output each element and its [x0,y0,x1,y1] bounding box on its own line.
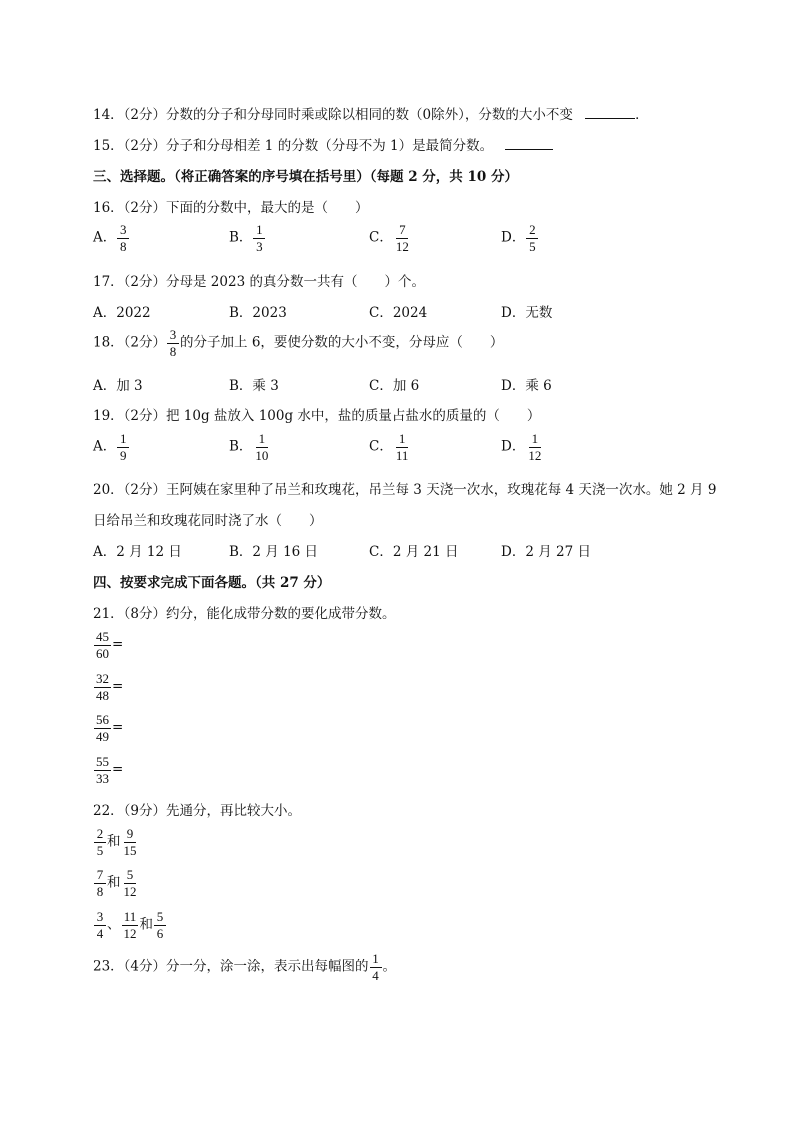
option-label: D． [501,438,526,455]
q16-option-b[interactable] [229,223,266,253]
question-17-text: 17．（2分）分母是 2023 的真分数一共有（ ）个。 [93,274,425,290]
section-4-title: 四、按要求完成下面各题。（共 27 分） [93,575,331,591]
question-18-prefix: 18．（2分） [93,334,167,351]
answer-blank-14[interactable] [585,118,635,119]
question-19-text: 19．（2分）把 10g 盐放入 100g 水中，盐的质量占盐水的质量的（ ） [93,408,541,424]
equals-sign: = [112,678,124,695]
comma: 、 [107,916,121,933]
q22-triple[interactable] [93,910,167,940]
q19-option-b[interactable] [229,432,271,462]
q21-item-1[interactable] [93,630,123,660]
question-18-suffix: 的分子加上 6，要使分数的大小不变，分母应（ ） [180,334,504,351]
fraction: $\frac{3}{4}$ [94,910,106,940]
fraction: $\frac{7}{8}$ [94,868,106,898]
q20-option-c[interactable]: C．2 月 21 日 [369,544,459,560]
and-word: 和 [107,833,121,850]
option-label: A． [93,229,117,246]
fraction: $\frac{2}{5}$ [94,827,106,857]
question-14-text: 14．（2分）分数的分子和分母同时乘或除以相同的数（0除外），分数的大小不变 [93,107,573,123]
option-label: B． [229,438,253,455]
q20-option-d[interactable]: D．2 月 27 日 [501,544,591,560]
fraction: $\frac{7}{12}$ [395,222,409,254]
fraction: $\frac{3}{8}$ [167,328,179,358]
q20-option-a[interactable]: A．2 月 12 日 [93,544,182,560]
option-label: A． [93,438,117,455]
equals-sign: = [112,636,124,653]
q21-item-2[interactable] [93,672,123,702]
q18-option-d[interactable]: D．乘 6 [501,378,552,394]
equals-sign: = [112,761,124,778]
fraction: $\frac{1}{4}$ [370,952,382,982]
question-23 [93,952,396,982]
question-23-suffix: 。 [382,958,397,975]
q17-option-a[interactable]: A．2022 [93,305,151,321]
option-label: C． [369,229,393,246]
q21-item-4[interactable] [93,755,123,785]
q18-option-b[interactable]: B．乘 3 [229,378,279,394]
q17-option-b[interactable]: B．2023 [229,305,287,321]
q17-option-c[interactable]: C．2024 [369,305,428,321]
option-label: B． [229,229,253,246]
fraction: $\frac{1}{11}$ [395,431,409,463]
fraction: $\frac{3}{8}$ [117,223,129,253]
q16-option-c[interactable] [369,223,412,253]
fraction: $\frac{5}{6}$ [154,910,166,940]
fraction: $\frac{45}{60}$ [96,629,109,661]
and-word: 和 [107,874,121,891]
fraction: $\frac{56}{49}$ [96,712,109,744]
fraction: $\frac{1}{12}$ [528,431,542,463]
question-21-text: 21．（8分）约分，能化成带分数的要化成带分数。 [93,606,396,622]
question-18 [93,328,503,358]
fraction: $\frac{5}{12}$ [123,867,137,899]
q16-option-a[interactable] [93,223,130,253]
question-15 [93,134,553,154]
q16-option-d[interactable] [501,223,539,253]
option-label: D． [501,229,526,246]
q18-option-c[interactable]: C．加 6 [369,378,420,394]
question-15-text: 15．（2分）分子和分母相差 1 的分数（分母不为 1）是最简分数。 [93,138,494,154]
question-14-tail: ． [635,107,649,123]
question-20-line2: 日给吊兰和玫瑰花同时浇了水（ ） [93,513,323,529]
fraction: $\frac{1}{3}$ [253,223,265,253]
fraction: $\frac{2}{5}$ [526,223,538,253]
fraction: $\frac{9}{15}$ [123,826,137,858]
fraction: $\frac{1}{10}$ [255,431,269,463]
option-label: C． [369,438,393,455]
question-16-text: 16．（2分）下面的分数中，最大的是（ ） [93,200,369,216]
fraction: $\frac{11}{12}$ [123,909,137,941]
answer-blank-15[interactable] [505,149,553,150]
fraction: $\frac{1}{9}$ [117,432,129,462]
section-3-title: 三、选择题。（将正确答案的序号填在括号里）（每题 2 分，共 10 分） [93,169,518,185]
fraction: $\frac{55}{33}$ [96,754,109,786]
and-word: 和 [139,916,153,933]
question-14 [93,103,649,123]
q18-option-a[interactable]: A．加 3 [93,378,143,394]
q19-option-d[interactable] [501,432,544,462]
q17-option-d[interactable]: D．无数 [501,305,553,321]
q21-item-3[interactable] [93,713,123,743]
q22-pair-2[interactable] [93,868,140,898]
q20-option-b[interactable]: B．2 月 16 日 [229,544,319,560]
question-20-line1: 20．（2分）王阿姨在家里种了吊兰和玫瑰花，吊兰每 3 天浇一次水，玫瑰花每 4 天浇一次水。她 2 月 9 [93,482,717,498]
equals-sign: = [112,719,124,736]
fraction: $\frac{32}{48}$ [96,671,109,703]
q22-pair-1[interactable] [93,827,140,857]
question-23-prefix: 23．（4分）分一分，涂一涂，表示出每幅图的 [93,958,369,975]
question-22-text: 22．（9分）先通分，再比较大小。 [93,803,302,819]
q19-option-c[interactable] [369,432,411,462]
q19-option-a[interactable] [93,432,130,462]
